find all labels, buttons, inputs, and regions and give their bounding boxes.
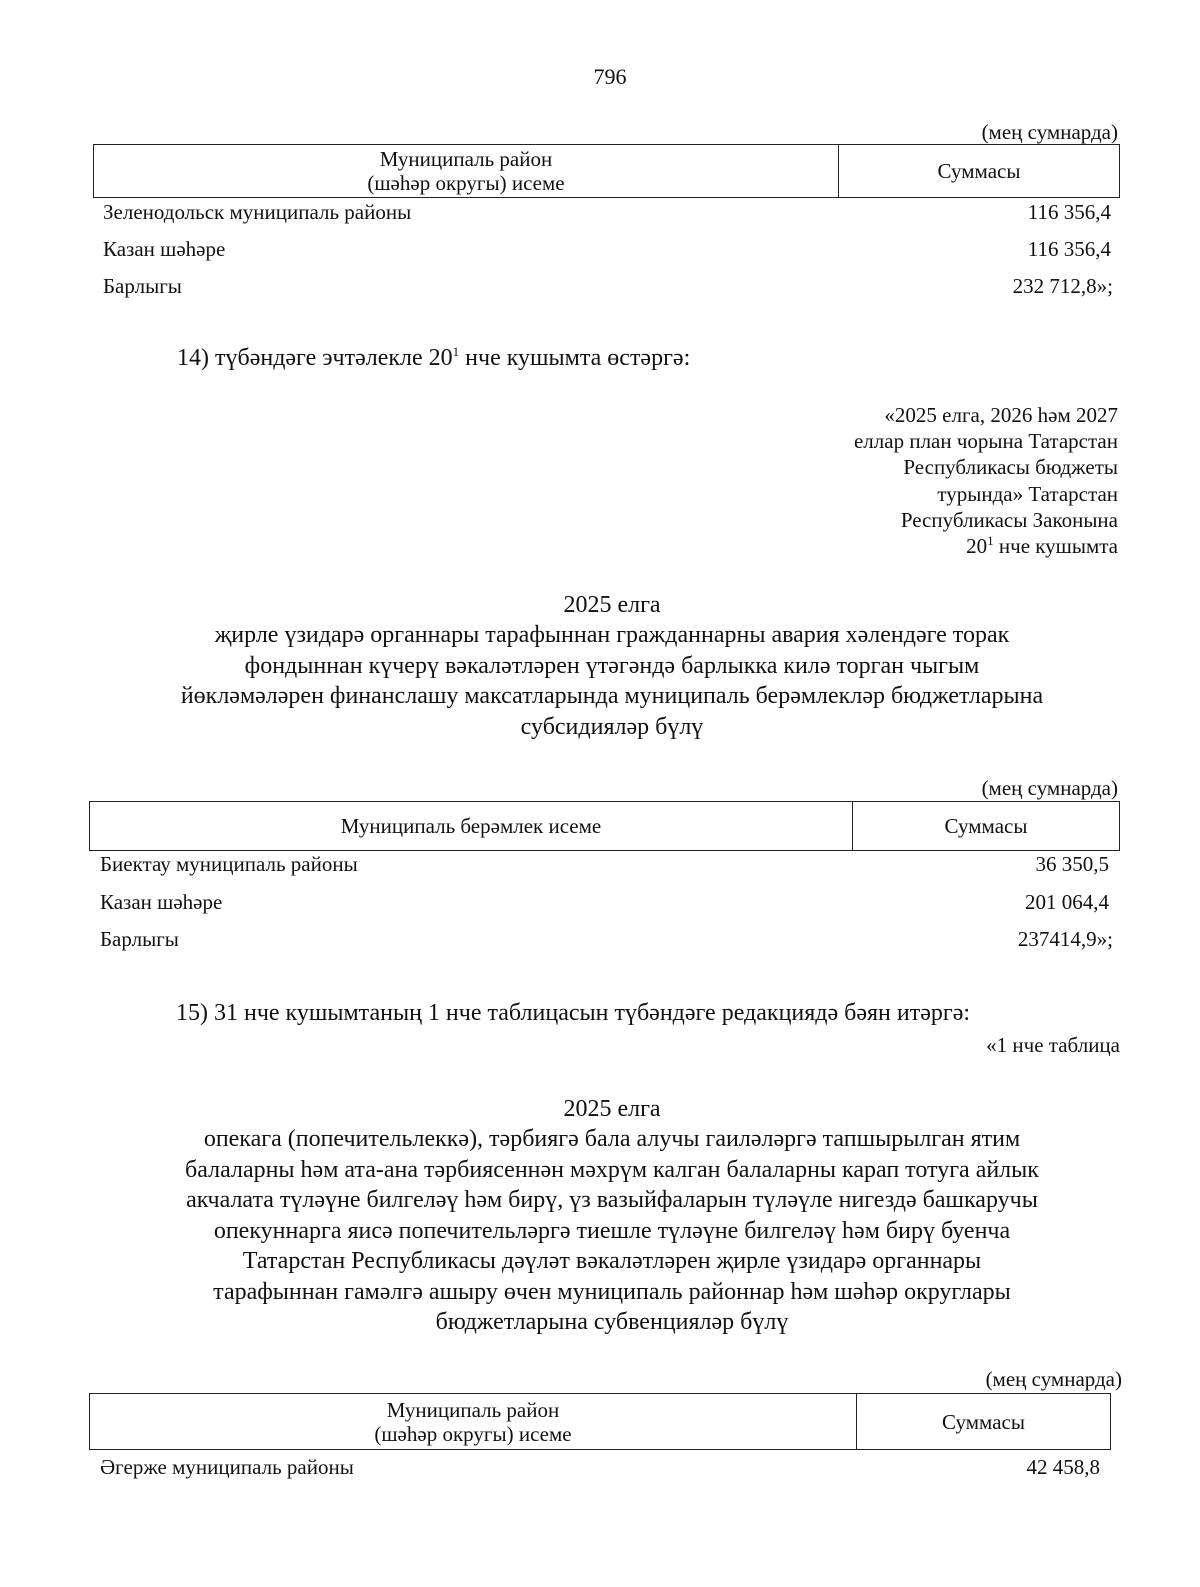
table3-header-name: Муниципаль район (шәһәр округы) исеме (90, 1394, 857, 1450)
row-amount: 232 712,8»; (1012, 274, 1113, 298)
table2-header (89, 801, 1120, 851)
row-amount: 237414,9»; (1017, 927, 1113, 951)
row-amount: 116 356,4 (1027, 200, 1111, 224)
table1-row (103, 200, 1111, 228)
table1-header (93, 144, 1120, 198)
unit-label-table2: (мең сумнарда) (981, 776, 1118, 800)
row-amount: 42 458,8 (1026, 1455, 1100, 1479)
row-name: Әгерже муниципаль районы (100, 1455, 354, 1479)
item-14-paragraph: 14) түбәндәге эчтәлекле $20^1$ нче кушымта өстәргә: (177, 344, 691, 371)
table2-total-row (100, 927, 1113, 955)
table2-row (100, 890, 1109, 918)
table1-header-amount: Суммасы (839, 145, 1120, 198)
table2-row (100, 852, 1109, 880)
unit-label-table1: (мең сумнарда) (981, 120, 1118, 144)
section-title-1: 2025 елга җирле үзидарә органнары тарафыннан гражданнарны авария хәлендәге торак фондыннан күчерү вәкаләтләрен үтәгәндә барлыкка килә торган чыгым йөкләмәләрен финанслашу максатларында муниципаль берәмлекләр бюджетларына субсидияләр бүлү (180, 592, 1044, 740)
row-name: Барлыгы (100, 927, 179, 951)
row-name: Казан шәһәре (100, 890, 223, 914)
table3-row (100, 1455, 1100, 1483)
table2-header-name: Муниципаль берәмлек исеме (90, 802, 853, 851)
item-15-paragraph: 15) 31 нче кушымтаның 1 нче таблицасын түбәндәге редакциядә бәян итәргә: (176, 1000, 971, 1026)
row-name: Зеленодольск муниципаль районы (103, 200, 412, 224)
row-name: Биектау муниципаль районы (100, 852, 358, 876)
table1-row (103, 237, 1111, 265)
table2-header-amount: Суммасы (853, 802, 1120, 851)
row-amount: 36 350,5 (1035, 852, 1109, 876)
table1-total-row (103, 274, 1113, 302)
page-number: 796 (593, 64, 627, 89)
row-amount: 116 356,4 (1027, 237, 1111, 261)
row-amount: 201 064,4 (1025, 890, 1109, 914)
section-title-2: 2025 елга опекага (попечительлеккә), тәрбиягә бала алучы гаиләләргә тапшырылган ятим балаларны һәм ата-ана тәрбиясеннән мәхрүм калган балаларны карап тотуга айлык акчалата түләүне билгеләү һәм бирү, үз вазыйфаларын түләүле нигездә башкаручы опекуннарга яисә попечительләргә тиешле түләүне билгеләү һәм бирү буенча Татарстан Республикасы дәүләт вәкаләтләрен җирле үзидарә органнары тарафыннан гамәлгә ашыру өчен муниципаль районнар һәм шәһәр округлары бюджетларына субвенцияләр бүлү (185, 1096, 1039, 1335)
row-name: Казан шәһәре (103, 237, 226, 261)
table-label: «1 нче таблица (986, 1033, 1120, 1057)
table1-header-name: Муниципаль район (шәһәр округы) исеме (94, 145, 839, 198)
row-name: Барлыгы (103, 274, 182, 298)
appendix-note: «2025 елга, 2026 һәм 2027 еллар план чорына Татарстан Республикасы бюджеты турында» Татарстан Республикасы Законына $20^1$ нче кушымта (853, 403, 1118, 559)
table3-header-amount: Суммасы (857, 1394, 1111, 1450)
table3-header (89, 1393, 1111, 1450)
unit-label-table3: (мең сумнарда) (985, 1367, 1122, 1391)
